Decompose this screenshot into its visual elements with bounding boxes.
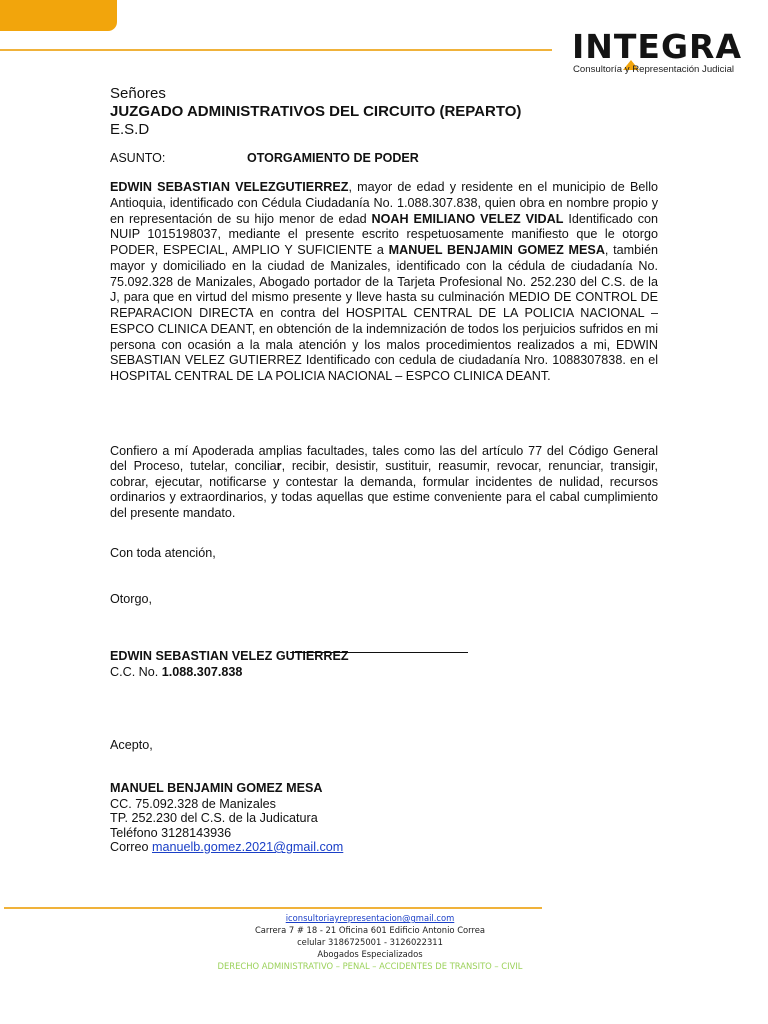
p1-text-2: Identificado con NUIP 1015198037, mediante el presente escrito respetuosamente manifiesto que le otorgo PODER, ESPECIAL, AMPLIO Y SUFICIENTE a: [110, 211, 659, 257]
minor-name-bold: NOAH EMILIANO VELEZ VIDAL: [371, 211, 564, 226]
footer-phones: celular 3186725001 - 3126022311: [297, 937, 443, 947]
body-paragraph-2: [110, 444, 658, 521]
p2-bold-r: r: [276, 459, 282, 474]
p1-text-3: , también mayor y domiciliado en la ciudad de Manizales, identificado con la cédula de ciudadanía No. 75.092.328 de Manizales, Abogado portador de la Tarjeta Profesional No. 252.230 del C.S. de la J, para que en virtud del mismo presente y lleve hasta su culminación MEDIO DE CONTROL DE REPARACION DIRECTA en contra del HOSPITAL CENTRAL DE LA POLICIA NACIONAL – ESPCO CLINICA DEANT, en obtención de la indemnización de todos los perjuicios sufridos en mi persona con ocasión a la mala atención y los malos procedimientos realizados a mi, EDWIN SEBASTIAN VELEZ GUTIERREZ Identificado con cedula de ciudadanía Nro. 1088307838. en el HOSPITAL CENTRAL DE LA POLICIA NACIONAL – ESPCO CLINICA DEANT.: [110, 243, 658, 383]
footer-address: Carrera 7 # 18 - 21 Oficina 601 Edificio Antonio Correa: [254, 925, 486, 935]
grantor-signature-name: EDWIN SEBASTIAN VELEZ GUTIERREZ: [110, 649, 349, 663]
attorney-email-row: [110, 840, 343, 854]
subject-line: [110, 151, 419, 165]
footer-email-link[interactable]: iconsultoriayrepresentacion@gmail.com: [285, 913, 455, 923]
corner-accent-tab: [0, 0, 117, 31]
footer-divider: [4, 907, 542, 909]
subject-label: ASUNTO:: [110, 151, 166, 165]
subject-title: OTORGAMIENTO DE PODER: [247, 151, 419, 165]
attorney-name-bold: MANUEL BENJAMIN GOMEZ MESA: [388, 243, 605, 257]
header-divider: [0, 49, 552, 51]
p2-text-1: Confiero a mí Apoderada amplias facultades, tales como las del artículo 77 del Código General del Proceso, tutelar, concilia: [110, 444, 658, 474]
attorney-email-link[interactable]: manuelb.gomez.2021@gmail.com: [152, 840, 344, 854]
company-logo: [572, 27, 764, 80]
body-paragraph-1: [110, 180, 658, 385]
grantor-cc-number: 1.088.307.838: [161, 665, 243, 679]
attorney-cc: CC. 75.092.328 de Manizales: [110, 797, 276, 811]
attorney-phone: Teléfono 3128143936: [110, 826, 232, 840]
p2-text-2: , recibir, desistir, sustituir, reasumir, revocar, renunciar, transigir, cobrar, ejecutar, notificarse y contestar la demanda, formular incidentes de nulidad, recursos ordinarios y extraordinarios, y todas aquellas que estime conveniente para el cabal cumplimiento del presente mandato.: [110, 459, 658, 520]
greeting: Señores: [110, 85, 166, 102]
attorney-tp: TP. 252.230 del C.S. de la Judicatura: [110, 811, 318, 825]
addressee-block: [110, 85, 521, 139]
otorgo-line: Otorgo,: [110, 592, 152, 606]
email-label: Correo: [110, 840, 152, 854]
footer: [120, 912, 620, 972]
grantor-cc-label: C.C. No.: [110, 665, 162, 679]
grantor-cc: [110, 665, 242, 679]
p1-text-1: , mayor de edad y residente en el municipio de Bello Antioquia, identificado con Cédula Ciudadanía No. 1.088.307.838, quien obra en nombre propio y en representación de su hijo menor de edad: [110, 180, 658, 226]
court-name: JUZGADO ADMINISTRATIVOS DEL CIRCUITO (REPARTO): [110, 103, 522, 120]
esd-line: E.S.D: [110, 121, 150, 138]
logo-wordmark: INTEGRA: [572, 27, 742, 66]
closing-line: Con toda atención,: [110, 546, 216, 560]
grantor-name-bold: EDWIN SEBASTIAN VELEZGUTIERREZ: [110, 180, 349, 194]
footer-practice-areas: DERECHO ADMINISTRATIVO – PENAL – ACCIDENTES DE TRANSITO – CIVIL: [217, 961, 523, 971]
acepto-line: Acepto,: [110, 738, 153, 752]
logo-tagline: Consultoría y Representación Judicial: [573, 64, 735, 75]
footer-tagline: Abogados Especializados: [317, 949, 423, 959]
attorney-signature-name: MANUEL BENJAMIN GOMEZ MESA: [110, 781, 323, 795]
